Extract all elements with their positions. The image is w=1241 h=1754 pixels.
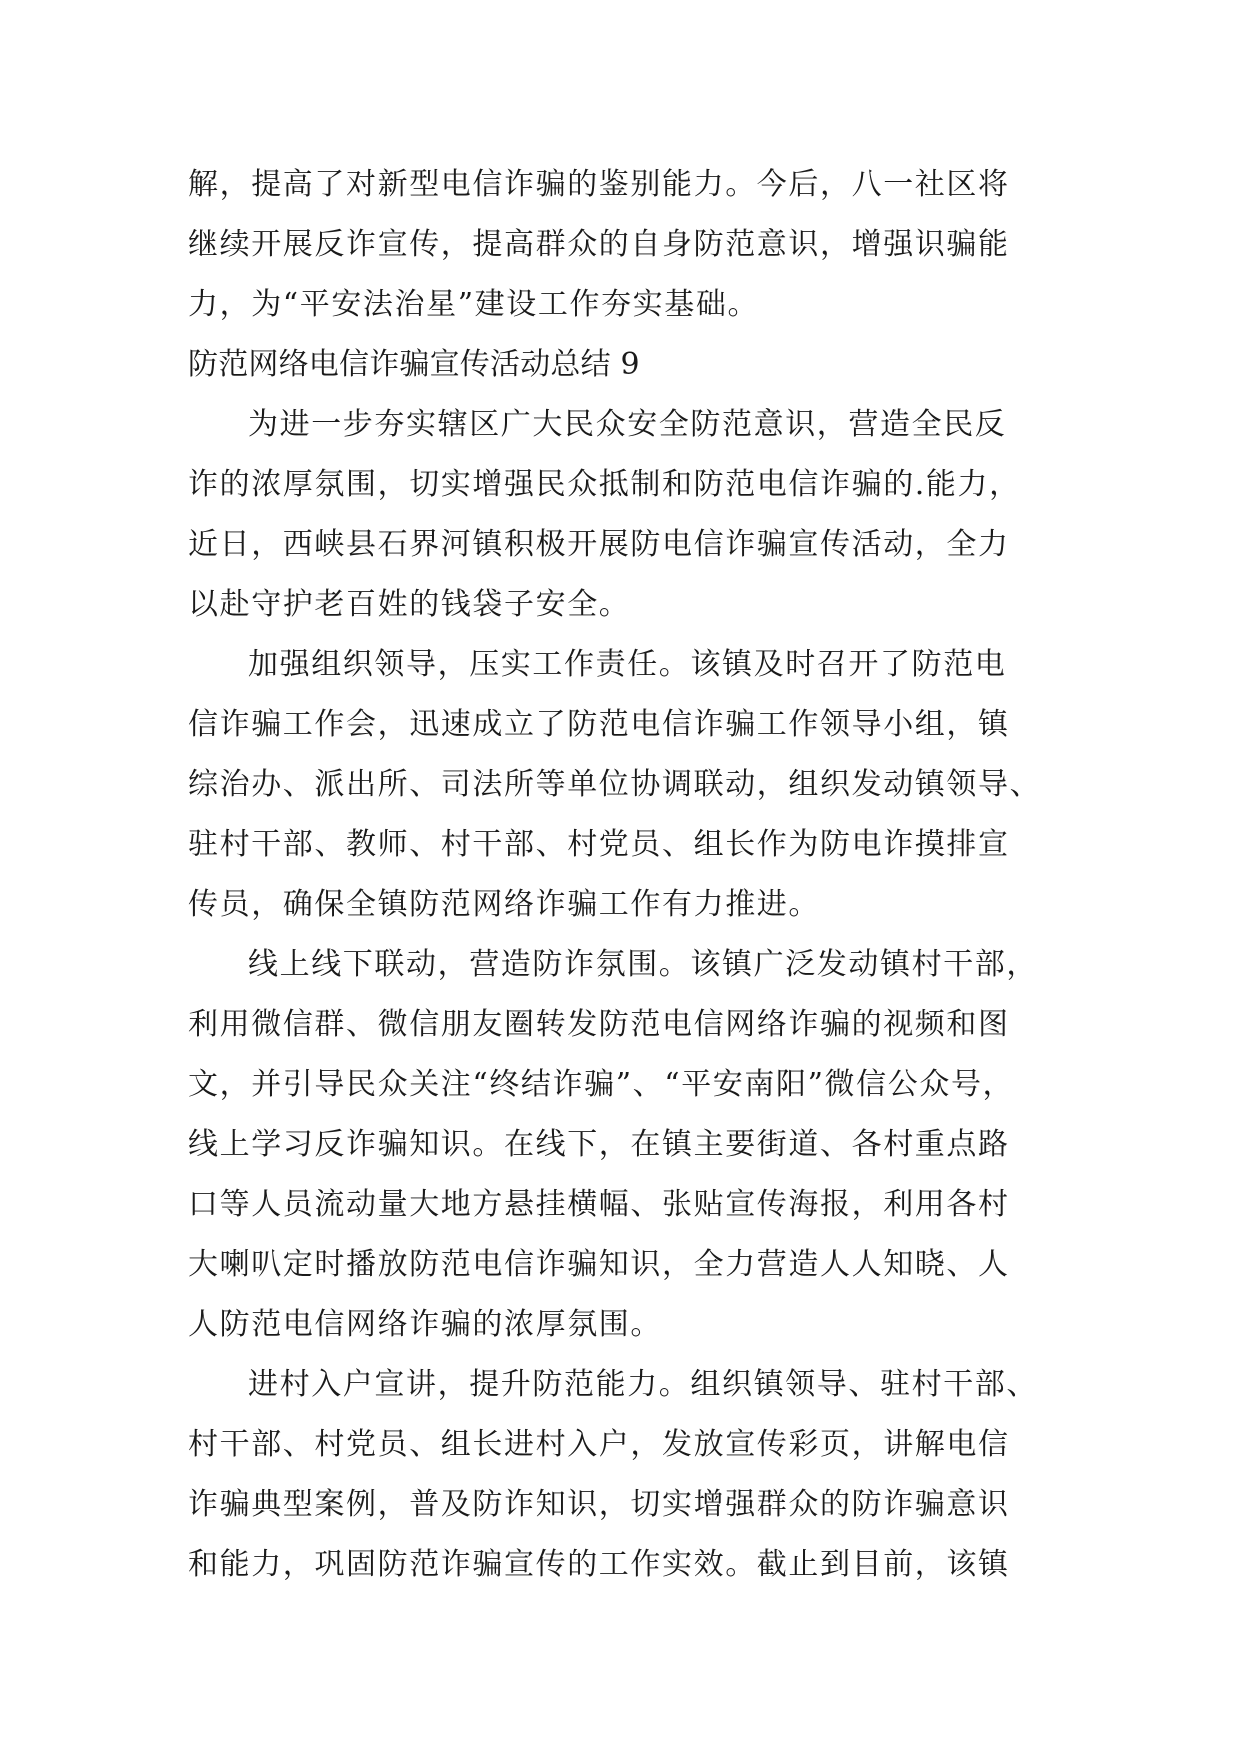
text-line: 信诈骗工作会，迅速成立了防范电信诈骗工作领导小组，镇 [188, 707, 1010, 742]
document-body [188, 155, 1058, 1595]
text-line: 进村入户宣讲，提升防范能力。组织镇领导、驻村干部、 [248, 1367, 1038, 1402]
text-line: 和能力，巩固防范诈骗宣传的工作实效。截止到目前，该镇 [188, 1547, 1010, 1582]
text-line: 传员，确保全镇防范网络诈骗工作有力推进。 [188, 887, 820, 922]
text-line: 村干部、村党员、组长进村入户，发放宣传彩页，讲解电信 [188, 1427, 1010, 1462]
text-line: 利用微信群、微信朋友圈转发防范电信网络诈骗的视频和图 [188, 1007, 1010, 1042]
text-line: 力，为“平安法治星”建设工作夯实基础。 [188, 287, 760, 322]
text-line: 解，提高了对新型电信诈骗的鉴别能力。今后，八一社区将 [188, 167, 1010, 202]
text-line: 口等人员流动量大地方悬挂横幅、张贴宣传海报，利用各村 [188, 1187, 1010, 1222]
text-line: 为进一步夯实辖区广大民众安全防范意识，营造全民反 [248, 407, 1007, 442]
text-line: 以赴守护老百姓的钱袋子安全。 [188, 587, 631, 622]
text-line: 近日，西峡县石界河镇积极开展防电信诈骗宣传活动，全力 [188, 527, 1010, 562]
text-line: 大喇叭定时播放防范电信诈骗知识，全力营造人人知晓、人 [188, 1247, 1010, 1282]
text-line: 驻村干部、教师、村干部、村党员、组长作为防电诈摸排宣 [188, 827, 1010, 862]
text-line: 线上学习反诈骗知识。在线下，在镇主要街道、各村重点路 [188, 1127, 1010, 1162]
text-line: 线上线下联动，营造防诈氛围。该镇广泛发动镇村干部， [248, 947, 1038, 982]
text-line: 人防范电信网络诈骗的浓厚氛围。 [188, 1307, 662, 1342]
text-line: 综治办、派出所、司法所等单位协调联动，组织发动镇领导、 [188, 767, 1042, 802]
text-line: 加强组织领导，压实工作责任。该镇及时召开了防范电 [248, 647, 1007, 682]
text-line: 诈骗典型案例，普及防诈知识，切实增强群众的防诈骗意识 [188, 1487, 1010, 1522]
text-line: 继续开展反诈宣传，提高群众的自身防范意识，增强识骗能 [188, 227, 1010, 262]
text-line: 诈的浓厚氛围，切实增强民众抵制和防范电信诈骗的.能力， [188, 467, 1021, 502]
section-heading: 防范网络电信诈骗宣传活动总结 9 [188, 347, 640, 382]
text-line: 文，并引导民众关注“终结诈骗”、“平安南阳”微信公众号， [188, 1067, 1015, 1102]
